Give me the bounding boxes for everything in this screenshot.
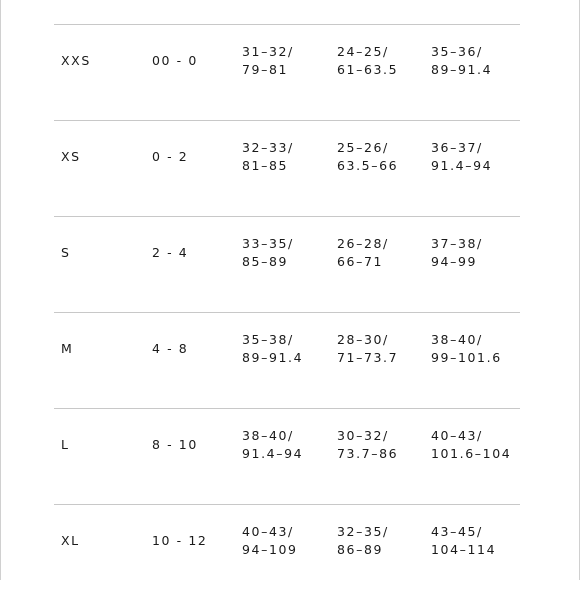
hips-measurement: [431, 139, 492, 175]
waist-cm: 63.5–66: [337, 158, 399, 173]
waist-cm: 73.7–86: [337, 446, 399, 461]
bust-measurement: [242, 523, 298, 559]
hips-cm: 104–114: [431, 542, 497, 557]
waist-inches: 28–30/: [337, 332, 389, 347]
hips-inches: 43–45/: [431, 524, 483, 539]
waist-measurement: [337, 139, 398, 175]
hips-measurement: [431, 331, 502, 367]
waist-inches: 32–35/: [337, 524, 389, 539]
waist-inches: 25–26/: [337, 140, 389, 155]
bust-cm: 81–85: [242, 158, 289, 173]
waist-cm: 71–73.7: [337, 350, 399, 365]
hips-measurement: [431, 43, 492, 79]
bust-measurement: [242, 331, 303, 367]
hips-cm: 101.6–104: [431, 446, 512, 461]
waist-inches: 30–32/: [337, 428, 389, 443]
hips-measurement: [431, 523, 496, 559]
size-chart-table: [54, 24, 520, 600]
size-label: XL: [61, 533, 80, 548]
us-size: 10 - 12: [152, 533, 208, 548]
us-size: 0 - 2: [152, 149, 189, 164]
waist-measurement: [337, 427, 398, 463]
bust-inches: 35–38/: [242, 332, 294, 347]
hips-inches: 40–43/: [431, 428, 483, 443]
hips-measurement: [431, 235, 483, 271]
bust-measurement: [242, 235, 294, 271]
us-size: 2 - 4: [152, 245, 189, 260]
table-row: [54, 216, 520, 312]
bust-inches: 31–32/: [242, 44, 294, 59]
hips-inches: 37–38/: [431, 236, 483, 251]
table-row: [54, 408, 520, 504]
bust-inches: 32–33/: [242, 140, 294, 155]
waist-cm: 86–89: [337, 542, 384, 557]
size-label: XS: [61, 149, 81, 164]
table-row: [54, 24, 520, 120]
waist-measurement: [337, 523, 389, 559]
bust-inches: 33–35/: [242, 236, 294, 251]
bust-measurement: [242, 139, 294, 175]
waist-cm: 66–71: [337, 254, 384, 269]
waist-inches: 24–25/: [337, 44, 389, 59]
hips-cm: 91.4–94: [431, 158, 493, 173]
hips-cm: 99–101.6: [431, 350, 502, 365]
waist-measurement: [337, 235, 389, 271]
table-row: [54, 312, 520, 408]
waist-cm: 61–63.5: [337, 62, 399, 77]
hips-cm: 94–99: [431, 254, 478, 269]
bust-cm: 91.4–94: [242, 446, 304, 461]
us-size: 8 - 10: [152, 437, 198, 452]
waist-measurement: [337, 43, 398, 79]
bust-measurement: [242, 43, 294, 79]
table-row: [54, 504, 520, 600]
hips-inches: 35–36/: [431, 44, 483, 59]
bust-inches: 40–43/: [242, 524, 294, 539]
bust-cm: 94–109: [242, 542, 298, 557]
us-size: 4 - 8: [152, 341, 189, 356]
size-label: XXS: [61, 53, 91, 68]
table-row: [54, 120, 520, 216]
bust-inches: 38–40/: [242, 428, 294, 443]
hips-inches: 36–37/: [431, 140, 483, 155]
waist-inches: 26–28/: [337, 236, 389, 251]
hips-measurement: [431, 427, 511, 463]
waist-measurement: [337, 331, 398, 367]
size-label: S: [61, 245, 71, 260]
size-label: L: [61, 437, 70, 452]
size-label: M: [61, 341, 74, 356]
us-size: 00 - 0: [152, 53, 198, 68]
bust-cm: 79–81: [242, 62, 289, 77]
hips-cm: 89–91.4: [431, 62, 493, 77]
hips-inches: 38–40/: [431, 332, 483, 347]
bust-measurement: [242, 427, 303, 463]
bust-cm: 89–91.4: [242, 350, 304, 365]
bust-cm: 85–89: [242, 254, 289, 269]
